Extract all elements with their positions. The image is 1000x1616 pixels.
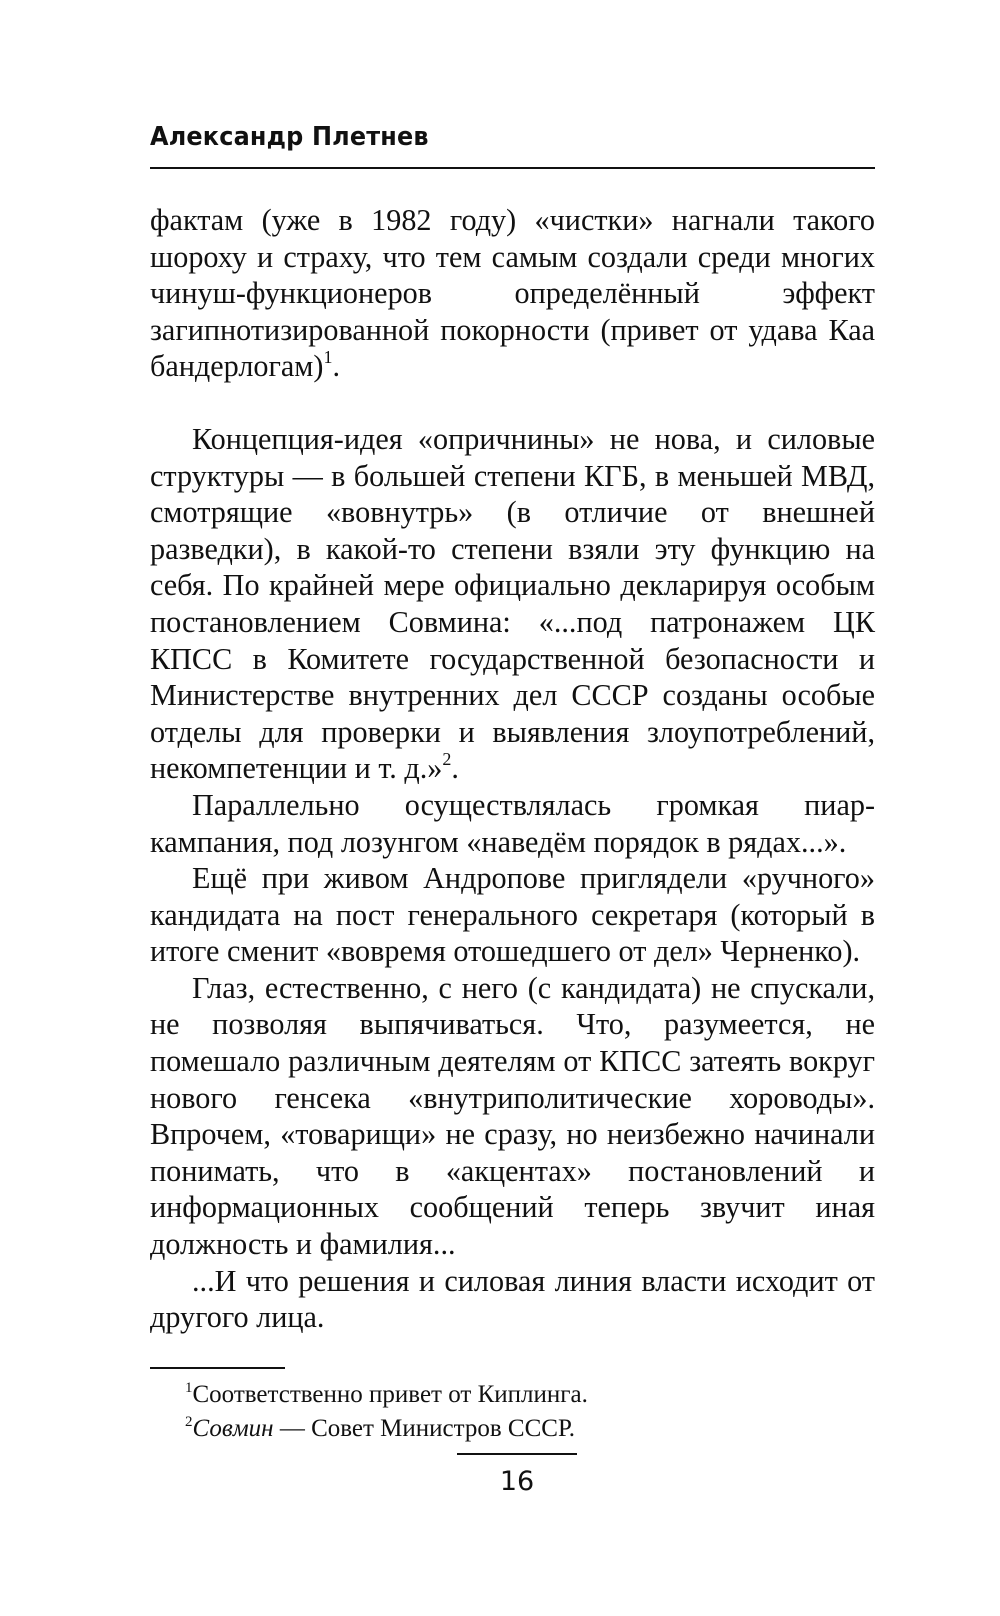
paragraph-1-end: . — [332, 349, 341, 384]
footnote-1-number: 1 — [185, 1379, 193, 1396]
main-text — [150, 202, 875, 1336]
page-number: 16 — [499, 1466, 535, 1497]
footnote-2-number: 2 — [185, 1413, 193, 1430]
page-number-rule — [457, 1453, 577, 1455]
paragraph-6: ...И что решения и силовая линия власти исходит от другого лица. — [150, 1263, 875, 1335]
running-head-author: Александр Плетнев — [150, 122, 429, 152]
paragraph-4: Ещё при живом Андропове приглядели «ручного» кандидата на пост генерального секретаря (который в итоге сменит «вовремя отошедшего от дел» Черненко). — [150, 861, 875, 969]
footnote-2-term: Совмин — [192, 1415, 274, 1442]
header-rule — [150, 167, 875, 169]
paragraph-2-end: . — [451, 751, 459, 786]
footnote-2 — [185, 1412, 875, 1446]
footnote-1-text: Соответственно привет от Киплинга. — [192, 1381, 588, 1408]
paragraph-1 — [150, 202, 875, 385]
paragraph-2 — [150, 421, 875, 787]
footnote-ref-2: 2 — [442, 749, 452, 770]
paragraph-1-text: фактам (уже в 1982 году) «чистки» нагнали такого шороху и страху, что тем самым создали среди многих чинуш-функционеров определённый эффект загипнотизированной покорности (привет от удава Каа бандерлогам) — [150, 203, 875, 384]
paragraph-3: Параллельно осуществлялась громкая пиар-кампания, под лозунгом «наведём порядок в рядах...». — [150, 787, 875, 859]
footnote-2-text: — Совет Министров СССР. — [273, 1415, 575, 1442]
footnotes — [185, 1378, 875, 1446]
paragraph-5: Глаз, естественно, с него (с кандидата) не спускали, не позволяя выпячиваться. Что, разумеется, не помешало различным деятелям от КПСС затеять вокруг нового генсека «внутриполитические хороводы». Впрочем, «товарищи» не сразу, но неизбежно начинали понимать, что в «акцентах» постановлений и информационных сообщений теперь звучит иная должность и фамилия... — [150, 970, 875, 1262]
footnote-1 — [185, 1378, 875, 1412]
footnote-rule — [150, 1367, 285, 1369]
paragraph-2-text: Концепция-идея «опричнины» не нова, и силовые структуры — в большей степени КГБ, в меньшей МВД, смотрящие «вовнутрь» (в отличие от внешней разведки), в какой-то степени взяли эту функцию на себя. По крайней мере официально декларируя особым постановлением Совмина: «...под патронажем ЦК КПСС в Комитете государственной безопасности и Министерстве внутренних дел СССР созданы особые отделы для проверки и выявления злоупотреблений, некомпетенции и т. д.» — [150, 421, 875, 786]
footnote-ref-1: 1 — [323, 347, 333, 368]
